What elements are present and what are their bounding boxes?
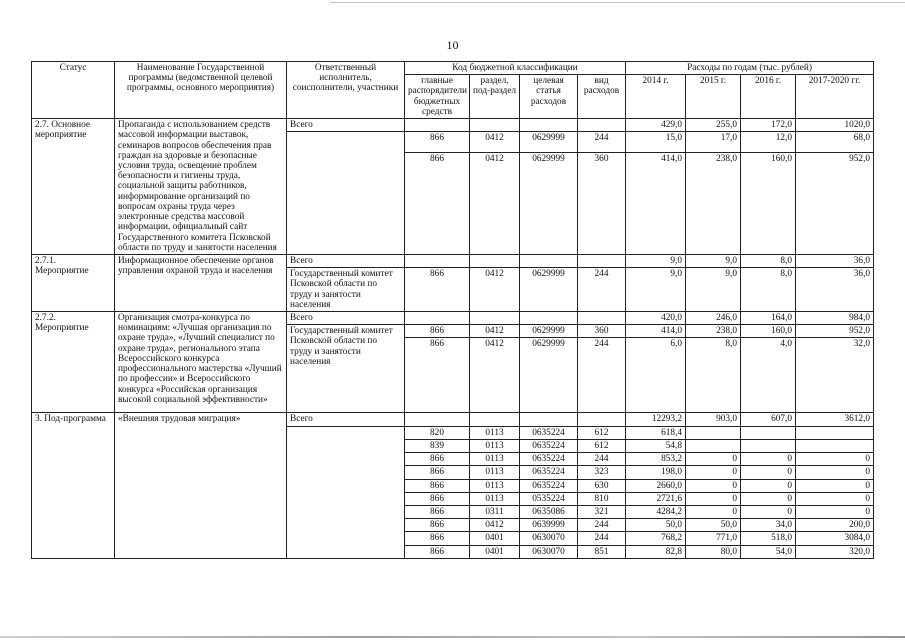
grbs-code: 820	[405, 426, 470, 439]
code-cell	[520, 119, 578, 132]
section-code: 0113	[470, 426, 520, 439]
code-cell	[405, 413, 470, 426]
total-value: 420,0	[626, 312, 686, 325]
section-total-row	[32, 254, 874, 267]
code-cell	[520, 413, 578, 426]
grbs-code: 866	[405, 519, 470, 532]
year-value: 8,0	[686, 338, 741, 413]
header-2016: 2016 г.	[741, 75, 796, 119]
budget-table	[31, 61, 874, 559]
year-value: 6,0	[626, 338, 686, 413]
code-cell	[578, 254, 626, 267]
header-name: Наименование Государственной программы (ведомственной целевой программы, основного мероприятия)	[115, 62, 287, 119]
expense-type-code: 244	[578, 268, 626, 312]
total-value: 9,0	[686, 254, 741, 267]
year-value: 34,0	[741, 519, 796, 532]
year-value: 0	[741, 479, 796, 492]
section-total-row	[32, 312, 874, 325]
expense-type-code: 323	[578, 466, 626, 479]
section-status: 2.7. Основное мероприятие	[32, 119, 115, 255]
year-value	[796, 439, 874, 452]
year-value: 200,0	[796, 519, 874, 532]
section-code: 0113	[470, 479, 520, 492]
expense-type-code: 612	[578, 439, 626, 452]
section-code: 0401	[470, 545, 520, 558]
code-cell	[578, 312, 626, 325]
total-value: 607,0	[741, 413, 796, 426]
grbs-code: 866	[405, 338, 470, 413]
year-value: 238,0	[686, 325, 741, 338]
expense-type-code: 360	[578, 152, 626, 254]
year-value: 0	[796, 506, 874, 519]
total-value: 1020,0	[796, 119, 874, 132]
target-article-code: 0635224	[520, 439, 578, 452]
year-value: 9,0	[686, 268, 741, 312]
year-value: 0	[741, 506, 796, 519]
section-name: Пропаганда с использованием средств массовой информации выставок, семинаров вопросов обеспечения прав граждан на здоровые и безопасные условия труда, освещение проблем безопасности и гигиены труда, социальной защиты работников, информирование организаций по вопросам охраны труда через электронные средства массовой информации, официальный сайт Государственного комитета Псковской области по труду и занятости населения	[115, 119, 287, 255]
header-2015: 2015 г.	[686, 75, 741, 119]
target-article-code: 0639999	[520, 519, 578, 532]
year-value: 0	[796, 453, 874, 466]
year-value: 414,0	[626, 325, 686, 338]
section-executor	[287, 426, 405, 558]
target-article-code: 0635086	[520, 506, 578, 519]
year-value	[686, 439, 741, 452]
expense-type-code: 244	[578, 519, 626, 532]
year-value: 12,0	[741, 132, 796, 153]
code-cell	[470, 254, 520, 267]
expense-type-code: 810	[578, 492, 626, 505]
target-article-code: 0629999	[520, 325, 578, 338]
grbs-code: 866	[405, 453, 470, 466]
target-article-code: 0629999	[520, 132, 578, 153]
section-code: 0113	[470, 466, 520, 479]
total-value: 984,0	[796, 312, 874, 325]
scan-edge-line	[330, 2, 905, 3]
section-code: 0401	[470, 532, 520, 545]
expense-type-code: 321	[578, 506, 626, 519]
grbs-code: 866	[405, 132, 470, 153]
section-name: Информационное обеспечение органов управления охраной труда и населения	[115, 254, 287, 311]
year-value: 15,0	[626, 132, 686, 153]
code-cell	[520, 254, 578, 267]
section-code: 0412	[470, 519, 520, 532]
year-value: 8,0	[741, 268, 796, 312]
grbs-code: 866	[405, 466, 470, 479]
code-cell	[470, 119, 520, 132]
year-value: 0	[686, 492, 741, 505]
grbs-code: 839	[405, 439, 470, 452]
section-total-row	[32, 119, 874, 132]
target-article-code: 0635224	[520, 426, 578, 439]
total-value: 3612,0	[796, 413, 874, 426]
year-value: 198,0	[626, 466, 686, 479]
code-cell	[578, 413, 626, 426]
year-value: 238,0	[686, 152, 741, 254]
expense-type-code: 244	[578, 132, 626, 153]
section-executor: Государственный комитет Псковской области по труду и занятости населения	[287, 268, 405, 312]
year-value: 0	[796, 479, 874, 492]
code-cell	[405, 119, 470, 132]
year-value: 320,0	[796, 545, 874, 558]
target-article-code: 0630070	[520, 532, 578, 545]
total-value: 903,0	[686, 413, 741, 426]
section-code: 0113	[470, 439, 520, 452]
section-code: 0412	[470, 152, 520, 254]
year-value: 0	[686, 506, 741, 519]
code-cell	[578, 119, 626, 132]
year-value: 4284,2	[626, 506, 686, 519]
total-value: 246,0	[686, 312, 741, 325]
page-number: 10	[446, 38, 459, 52]
year-value: 160,0	[741, 325, 796, 338]
grbs-code: 866	[405, 479, 470, 492]
year-value: 80,0	[686, 545, 741, 558]
target-article-code: 0630070	[520, 545, 578, 558]
code-cell	[470, 312, 520, 325]
grbs-code: 866	[405, 532, 470, 545]
executor-total-label: Всего	[287, 413, 405, 426]
header-grbs: главные распорядители бюджетных средств	[405, 75, 470, 119]
code-cell	[405, 254, 470, 267]
grbs-code: 866	[405, 268, 470, 312]
grbs-code: 866	[405, 545, 470, 558]
year-value: 54,0	[741, 545, 796, 558]
year-value: 54,8	[626, 439, 686, 452]
total-value: 255,0	[686, 119, 741, 132]
expense-type-code: 244	[578, 532, 626, 545]
year-value: 68,0	[796, 132, 874, 153]
grbs-code: 866	[405, 492, 470, 505]
expense-type-code: 244	[578, 338, 626, 413]
year-value: 768,2	[626, 532, 686, 545]
section-total-row	[32, 413, 874, 426]
year-value: 414,0	[626, 152, 686, 254]
header-bk-code: Код бюджетной классификации	[405, 62, 626, 75]
section-code: 0311	[470, 506, 520, 519]
year-value: 32,0	[796, 338, 874, 413]
header-vr: вид расходов	[578, 75, 626, 119]
year-value: 0	[741, 453, 796, 466]
expense-type-code: 360	[578, 325, 626, 338]
year-value: 853,2	[626, 453, 686, 466]
year-value: 160,0	[741, 152, 796, 254]
year-value: 771,0	[686, 532, 741, 545]
year-value: 3084,0	[796, 532, 874, 545]
expense-type-code: 612	[578, 426, 626, 439]
header-expenses: Расходы по годам (тыс. рублей)	[626, 62, 874, 75]
section-status: 2.7.1. Мероприятие	[32, 254, 115, 311]
year-value: 0	[686, 453, 741, 466]
total-value: 12293,2	[626, 413, 686, 426]
target-article-code: 0635224	[520, 479, 578, 492]
header-status: Статус	[32, 62, 115, 119]
year-value: 0	[686, 466, 741, 479]
grbs-code: 866	[405, 325, 470, 338]
year-value: 518,0	[741, 532, 796, 545]
expense-type-code: 244	[578, 453, 626, 466]
header-executor: Ответственный исполнитель, соисполнители, участники	[287, 62, 405, 119]
year-value	[741, 439, 796, 452]
total-value: 172,0	[741, 119, 796, 132]
year-value: 50,0	[686, 519, 741, 532]
table-body	[32, 119, 874, 559]
expense-type-code: 851	[578, 545, 626, 558]
section-status: 2.7.2. Мероприятие	[32, 312, 115, 413]
target-article-code: 0535224	[520, 492, 578, 505]
total-value: 164,0	[741, 312, 796, 325]
total-value: 36,0	[796, 254, 874, 267]
year-value: 2660,0	[626, 479, 686, 492]
executor-total-label: Всего	[287, 312, 405, 325]
target-article-code: 0635224	[520, 466, 578, 479]
section-code: 0412	[470, 132, 520, 153]
section-executor	[287, 132, 405, 255]
year-value	[686, 426, 741, 439]
header-rz: раздел, под-раздел	[470, 75, 520, 119]
section-code: 0412	[470, 325, 520, 338]
year-value: 618,4	[626, 426, 686, 439]
year-value: 9,0	[626, 268, 686, 312]
header-csr: целевая статья расходов	[520, 75, 578, 119]
header-2017-2020: 2017-2020 гг.	[796, 75, 874, 119]
target-article-code: 0635224	[520, 453, 578, 466]
target-article-code: 0629999	[520, 268, 578, 312]
grbs-code: 866	[405, 152, 470, 254]
section-code: 0412	[470, 268, 520, 312]
target-article-code: 0629999	[520, 338, 578, 413]
executor-total-label: Всего	[287, 119, 405, 132]
executor-total-label: Всего	[287, 254, 405, 267]
section-code: 0113	[470, 453, 520, 466]
year-value: 952,0	[796, 152, 874, 254]
code-cell	[405, 312, 470, 325]
total-value: 429,0	[626, 119, 686, 132]
year-value: 50,0	[626, 519, 686, 532]
section-name: «Внешняя трудовая миграция»	[115, 413, 287, 558]
code-cell	[470, 413, 520, 426]
header-2014: 2014 г.	[626, 75, 686, 119]
year-value: 4,0	[741, 338, 796, 413]
year-value: 17,0	[686, 132, 741, 153]
section-name: Организация смотра-конкурса по номинациям: «Лучшая организация по охране труда», «Лучший специалист по охране труда», регионального этапа Всероссийского конкурса профессионального мастерства «Лучший по профессии» и Всероссийского конкурса «Российская организация высокой социальной эффективности»	[115, 312, 287, 413]
section-code: 0412	[470, 338, 520, 413]
year-value: 952,0	[796, 325, 874, 338]
section-code: 0113	[470, 492, 520, 505]
year-value: 0	[686, 479, 741, 492]
section-status: 3. Под-программа	[32, 413, 115, 558]
scan-edge-line	[0, 636, 905, 638]
target-article-code: 0629999	[520, 152, 578, 254]
year-value: 0	[796, 492, 874, 505]
expense-type-code: 630	[578, 479, 626, 492]
year-value	[796, 426, 874, 439]
year-value: 82,8	[626, 545, 686, 558]
code-cell	[520, 312, 578, 325]
year-value: 0	[796, 466, 874, 479]
year-value: 36,0	[796, 268, 874, 312]
total-value: 9,0	[626, 254, 686, 267]
year-value: 0	[741, 466, 796, 479]
year-value	[741, 426, 796, 439]
section-executor: Государственный комитет Псковской области по труду и занятости населения	[287, 325, 405, 413]
grbs-code: 866	[405, 506, 470, 519]
year-value: 0	[741, 492, 796, 505]
total-value: 8,0	[741, 254, 796, 267]
year-value: 2721,6	[626, 492, 686, 505]
